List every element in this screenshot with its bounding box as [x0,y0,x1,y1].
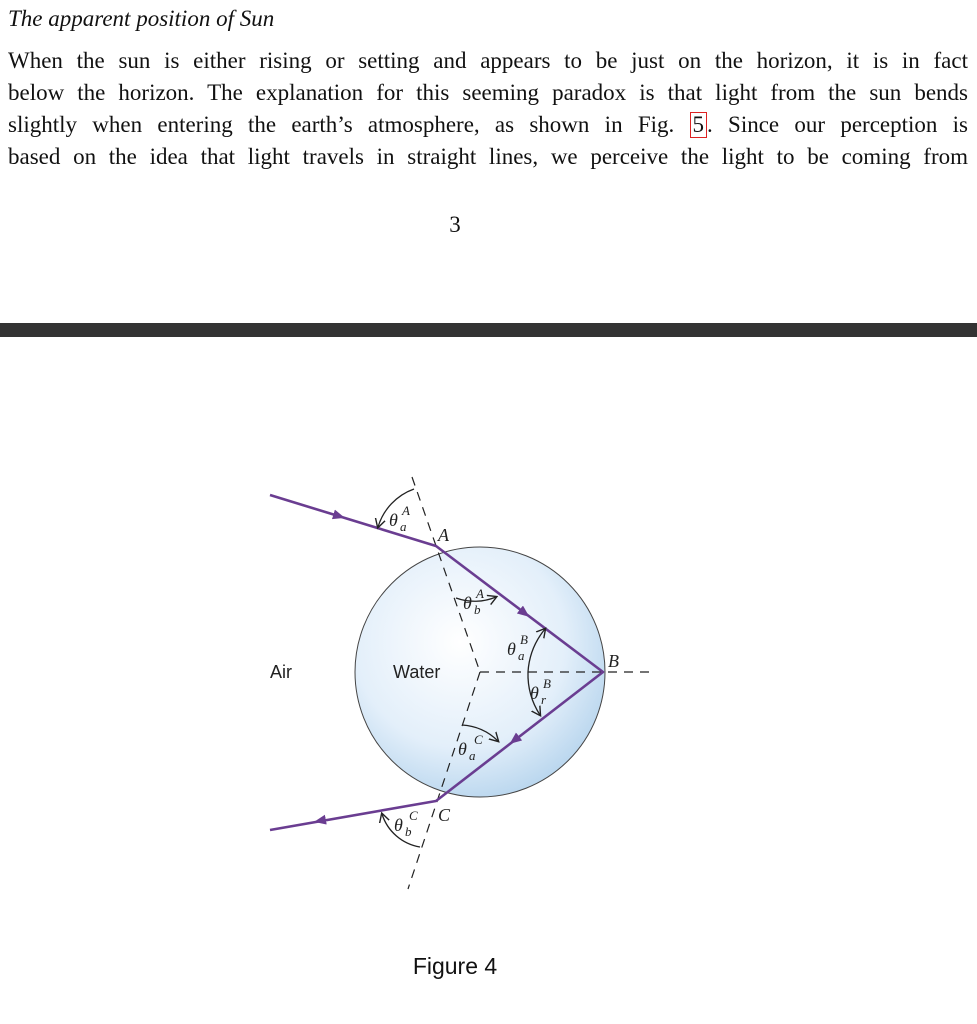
label-point-c: C [438,805,451,825]
theta-symbol: θ [389,510,398,530]
theta-symbol: θ [530,683,539,703]
angle-sup: C [409,808,418,823]
page-break-bar [0,323,977,337]
theta-symbol: θ [458,739,467,759]
theta-symbol: θ [463,593,472,613]
angle-sup: A [476,586,484,601]
paragraph-line-2: below the horizon. The explanation for this seeming paradox is that light from the sun bends [8,80,968,105]
page-number: 3 [449,212,461,237]
figure-caption: Figure 4 [412,953,498,979]
body-paragraph [8,45,968,173]
label-point-a: A [438,525,449,545]
paragraph-line-1: When the sun is either rising or setting and appears to be just on the horizon, it is in fact [8,48,968,73]
label-point-b: B [608,651,619,671]
paragraph-line-4: based on the idea that light travels in straight lines, we perceive the light to be coming from [8,144,968,169]
angle-sub: r [541,692,547,707]
angle-sup: C [474,732,483,747]
section-title: The apparent position of Sun [8,6,275,31]
angle-sub: a [469,748,476,763]
angle-sub: b [405,824,412,839]
label-water: Water [393,662,441,682]
angle-sup: A [402,503,410,518]
angle-sub: b [474,602,481,617]
angle-sup: B [520,632,528,647]
angle-label-a-incident [389,503,410,534]
refraction-diagram [0,337,977,1024]
paragraph-line-3-tail: . Since our perception is [707,112,968,137]
angle-label-c-refracted [394,808,418,839]
angle-sup: B [543,676,551,691]
theta-symbol: θ [507,639,516,659]
paragraph-line-3-text: slightly when entering the earth’s atmosphere, as shown in Fig. [8,112,675,137]
ray-arrow-incoming [300,504,342,517]
label-air: Air [270,662,292,682]
refraction-figure [0,337,977,1024]
theta-symbol: θ [394,815,403,835]
angle-sub: a [518,648,525,663]
figure-reference-link[interactable]: 5 [690,112,708,138]
angle-sub: a [400,519,407,534]
paragraph-line-3 [8,109,968,141]
